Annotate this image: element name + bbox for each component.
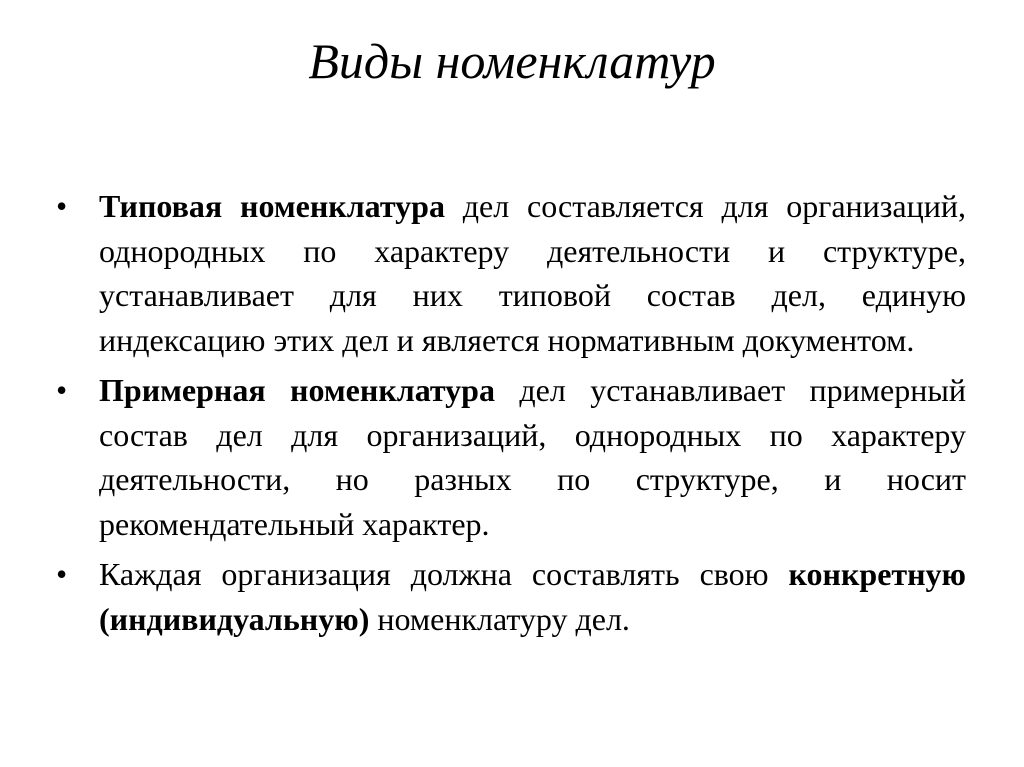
bullet-item-sample <box>56 368 966 546</box>
bullet-term: Типовая номенклатура <box>99 188 445 224</box>
bullet-text: дел устанавливает примерный состав дел для организаций, однородных по характеру деятельности, но разных по структуре, и носит рекомендательный характер. <box>99 372 967 542</box>
slide-title: Виды номенклатур <box>308 33 716 89</box>
bullet-marker: • <box>56 556 68 592</box>
bullet-item-typical <box>56 184 966 362</box>
bullet-text: номенклатуру дел. <box>369 600 630 637</box>
bullet-term: Примерная номенклатура <box>99 372 495 408</box>
bullet-marker: • <box>56 372 68 408</box>
bullet-marker: • <box>56 188 68 224</box>
bullet-item-individual <box>56 552 966 641</box>
bullet-term: конкретную (индивидуальную) <box>99 556 966 637</box>
bullet-list <box>56 184 966 647</box>
bullet-lead: Каждая организация должна составлять свою <box>99 556 789 592</box>
bullet-text: дел составляется для организаций, однородных по характеру деятельности и структуре, устанавливает для них типовой состав дел, единую индексацию этих дел и является нормативным документом. <box>99 188 966 358</box>
